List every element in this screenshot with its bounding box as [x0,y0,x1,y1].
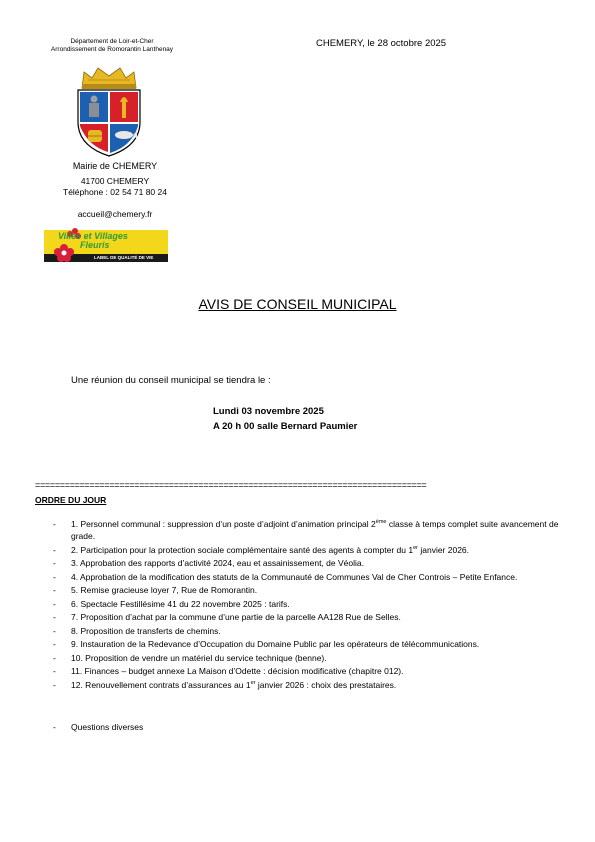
meeting-info [213,404,357,434]
mairie-name: Mairie de CHEMERY [72,161,158,171]
agenda-item: - 9. Instauration de la Redevance d’Occupation du Domaine Public par les opérateurs de télécommunications. [53,639,480,649]
crown-icon [82,68,136,89]
badge-line3: LABEL DE QUALITÉ DE VIE [94,254,154,260]
mairie-block [60,161,170,220]
mairie-email[interactable]: accueil@chemery.fr [77,209,153,219]
shield-icon [78,90,140,156]
agenda-item: - 7. Proposition d’achat par la commune d’une partie de la parcelle AA128 Rue de Selles. [53,612,401,622]
dash-bullet: - [53,571,56,582]
agenda-list [33,518,565,692]
agenda-item: - 11. Finances – budget annexe La Maison d’Odette : décision modificative (chapitre 012). [53,666,404,676]
mairie-phone: Téléphone : 02 54 71 80 24 [63,187,167,197]
meeting-place: A 20 h 00 salle Bernard Paumier [213,421,358,432]
separator-line: =============================================================================== [35,480,427,490]
dash-bullet: - [53,639,56,649]
header-block [42,38,182,54]
questions-diverses-text: Questions diverses [71,722,144,732]
villes-villages-fleuris-badge [44,228,168,262]
arrondissement-line: Arrondissement de Romorantin Lanthenay [50,46,174,53]
agenda-item: - 10. Proposition de vendre un matériel du service technique (benne). [53,652,327,663]
dash-bullet: - [53,679,56,690]
dash-bullet: - [53,558,56,568]
agenda-item: - 3. Approbation des rapports d’activité 2024, eau et assainissement, de Véolia. [53,558,364,568]
date-line: CHEMERY, le 28 octobre 2025 [316,38,447,49]
coat-of-arms-logo [74,66,144,158]
agenda-item: - 5. Remise gracieuse loyer 7, Rue de Romorantin. [53,585,258,595]
page-title: AVIS DE CONSEIL MUNICIPAL [198,296,397,312]
dash-bullet: - [53,519,56,529]
department-line: Département de Loir-et-Cher [70,38,154,45]
dash-bullet: - [53,652,56,663]
dash-bullet: - [53,612,56,622]
mairie-postal: 41700 CHEMERY [80,176,150,186]
dash-bullet: - [53,625,56,636]
agenda-item: - 4. Approbation de la modification des statuts de la Communauté de Communes Val de Cher Controis – Petite Enfance. [53,571,518,582]
dash-bullet: - [53,722,56,732]
ordre-du-jour-title: ORDRE DU JOUR [35,495,107,505]
dash-bullet: - [53,585,56,595]
agenda-item: - 8. Proposition de transferts de chemins. [53,625,221,636]
agenda-item: - 12. Renouvellement contrats d’assurances au 1er janvier 2026 : choix des prestataires. [53,679,397,690]
agenda-item: - 2. Participation pour la protection sociale complémentaire santé des agents à compter du 1er janvier 2026. [53,544,470,555]
badge-line1: Villes et Villages [58,231,128,241]
agenda-item: - 6. Spectacle Festillésime 41 du 22 novembre 2025 : tarifs. [53,598,290,609]
dash-bullet: - [53,544,56,555]
meeting-date: Lundi 03 novembre 2025 [213,406,324,417]
badge-line2: Fleuris [80,240,110,250]
dash-bullet: - [53,666,56,676]
intro-text: Une réunion du conseil municipal se tiendra le : [71,375,271,386]
dash-bullet: - [53,598,56,609]
agenda-item: - 1. Personnel communal : suppression d’un poste d’adjoint d’animation principal 2ème classe à temps complet suite avancement de grade. [53,519,559,541]
